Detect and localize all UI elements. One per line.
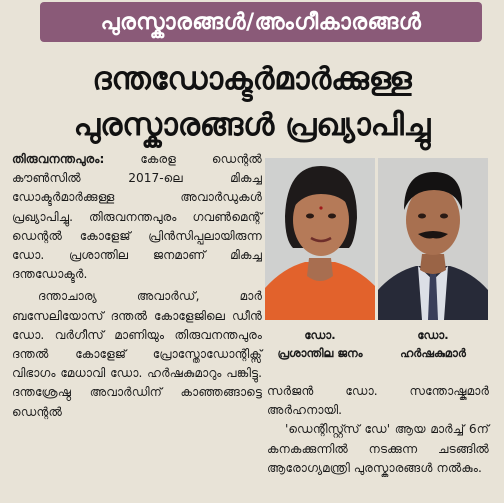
article-continuation-paragraph-1: സർജൻ ഡോ. സന്തോഷ്കുമാർ അർഹനായി. (267, 384, 489, 418)
article-continuation-paragraph-2: 'ഡെന്റിസ്റ്റ്സ് ഡേ' ആയ മാർച്ച് 6ന് കനകക്കുന്നിൽ നടക്കുന്ന ചടങ്ങിൽ ആരോഗ്യമന്ത്രി പുരസ്കാരങ്ങൾ നൽകും. (267, 422, 489, 475)
portrait-photo-woman (265, 158, 375, 320)
article-paragraph-1-text: കേരള ഡെന്റൽ കൗൺസിൽ 2017-ലെ മികച്ച ഡോക്ടർമാർക്കുള്ള അവാർഡുകൾ പ്രഖ്യാപിച്ചു. തിരുവനന്തപുരം ഗവൺമെന്റ് ഡെന്റൽ കോളേജ് പ്രിൻസിപ്പലായിരുന്ന ഡോ. പ്രശാന്തില ജനമാണ് മികച്ച ദന്തഡോക്ടർ. (12, 152, 263, 282)
headline (14, 56, 490, 148)
portrait-woman-image (265, 158, 375, 320)
portrait-man-image (378, 158, 488, 320)
article-dateline: തിരുവനന്തപുരം: (12, 152, 105, 166)
article-paragraph (12, 150, 262, 284)
caption-name: പ്രശാന്തില ജനം (277, 346, 363, 360)
caption-name: ഹർഷകുമാർ (400, 346, 466, 360)
portrait-caption-woman (263, 326, 377, 362)
caption-title: ഡോ. (304, 328, 336, 342)
article-paragraph-2: ദന്താചാര്യ അവാർഡ്, മാർ ബസേലിയോസ് ദന്തൽ കോളേജിലെ ഡീൻ ഡോ. വർഗീസ് മാണിയും തിരുവനന്തപുരം ദന്തൽ കോളേജ് പ്രോസ്തോഡോന്റിക്സ് വിഭാഗം മേധാവി ഡോ. ഹർഷകുമാറും പങ്കിട്ടു. ദന്തശ്രേഷ്ഠ അവാർഡിന് കാഞ്ഞങ്ങാട്ടെ ഡെന്റൽ (12, 289, 262, 419)
article-body (12, 150, 262, 422)
headline-line-1: ദന്തഡോക്ടർമാർക്കുള്ള (92, 61, 412, 97)
portrait-photo-man (378, 158, 488, 320)
section-banner (40, 2, 482, 42)
section-banner-title: പുരസ്കാരങ്ങൾ/അംഗീകാരങ്ങൾ (100, 9, 422, 35)
headline-line-2: പുരസ്കാരങ്ങൾ പ്രഖ്യാപിച്ചു (73, 107, 431, 143)
caption-title: ഡോ. (417, 328, 449, 342)
portrait-caption-man (376, 326, 490, 362)
article-continuation (267, 382, 489, 478)
